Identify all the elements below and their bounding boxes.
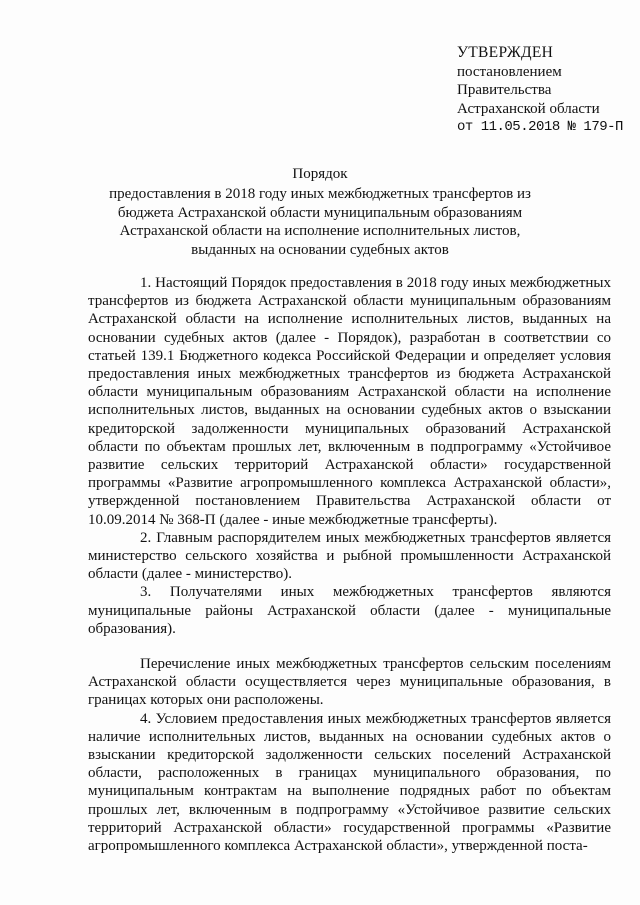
title-heading: Порядок [292, 166, 348, 182]
paragraph-3-continued: Перечисление иных межбюджетных трансфертов сельским поселениям Астраханской области осуществляется через муниципальные образования, в границах которых они расположены. [88, 656, 611, 709]
approval-line-2: Правительства [457, 82, 552, 98]
paragraph-3: 3. Получателями иных межбюджетных трансфертов являются муниципальные районы Астраханской области (далее - муниципальные образования). [88, 584, 611, 637]
document-title [95, 165, 545, 260]
document-body [88, 274, 611, 855]
approval-line-1: постановлением [457, 63, 562, 80]
paragraph-2: 2. Главным распорядителем иных межбюджетных трансфертов является министерство сельского хозяйства и рыбной промышленности Астраханской области (далее - министерство). [88, 529, 611, 583]
title-text: предоставления в 2018 году иных межбюджетных трансфертов из бюджета Астраханской области муниципальным образованиям Астраханской области на исполнение исполнительных листов, выданных на основании судебных актов [109, 185, 531, 259]
paragraph-1: 1. Настоящий Порядок предоставления в 2018 году иных межбюджетных трансфертов из бюджета Астраханской области муниципальным образованиям Астраханской области на исполнение исполнительных листов, выданных на основании судебных актов (далее - Порядок), разработан в соответствии со статьей 139.1 Бюджетного кодекса Российской Федерации и определяет условия предоставления иных межбюджетных трансфертов из бюджета Астраханской области муниципальным образованиям Астраханской области на исполнение исполнительных листов, выданных на основании судебных актов о взыскании кредиторской задолженности муниципальных образований Астраханской области по объектам прошлых лет, включенным в подпрограмму «Устойчивое развитие сельских территорий Астраханской области» государственной программы «Развитие агропромышленного комплекса Астраханской области», утвержденной постановлением Правительства Астраханской области от 10.09.2014 № 368-П (далее - иные межбюджетные трансферты). [88, 275, 611, 528]
approval-heading: УТВЕРЖДЕН [457, 44, 554, 61]
approval-date-line: от 11.05.2018 № 179-П [457, 119, 623, 135]
approval-stamp [457, 44, 633, 137]
paragraph-4: 4. Условием предоставления иных межбюджетных трансфертов является наличие исполнительных листов, выданных на основании судебных актов о взыскании кредиторской задолженности сельских поселений Астраханской области, расположенных в границах муниципального образования, по муниципальным контрактам на выполнение подрядных работ по объектам прошлых лет, включенным в подпрограмму «Устойчивое развитие сельских территорий Астраханской области» государственной программы «Развитие агропромышленного комплекса Астраханской области», утвержденной поста- [88, 710, 611, 855]
approval-line-3: Астраханской области [457, 100, 600, 117]
